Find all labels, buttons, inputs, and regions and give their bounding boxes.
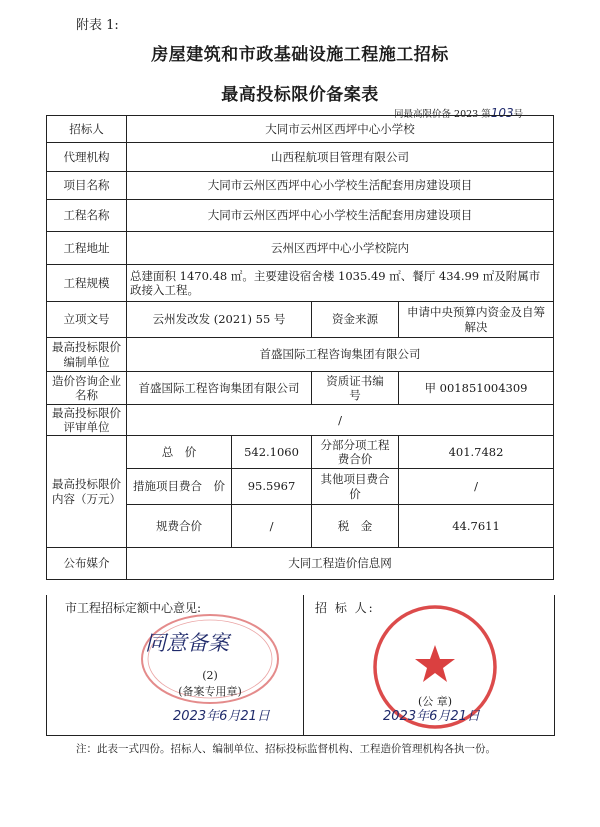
- compiler-value: 首盛国际工程咨询集团有限公司: [127, 338, 554, 372]
- table-row: [47, 232, 554, 265]
- measure-label: 措施项目费合 价: [127, 469, 232, 505]
- cert-label: 资质证书编 号: [312, 372, 399, 405]
- tax-value: 44.7611: [399, 505, 554, 548]
- center-opinion-label: 市工程招标定额中心意见:: [65, 601, 202, 615]
- table-row: [47, 116, 554, 143]
- document-title-line-2: 最高投标限价备案表: [221, 85, 379, 105]
- record-prefix: 同最高限价备 2023 第: [394, 109, 491, 120]
- content-label: 最高投标限价内容（万元）: [47, 436, 127, 548]
- engineering-name-value: 大同市云州区西坪中心小学校生活配套用房建设项目: [127, 200, 554, 232]
- fund-source-label: 资金来源: [312, 302, 399, 338]
- document-title-line-1: 房屋建筑和市政基础设施工程施工招标: [151, 45, 449, 65]
- approval-value: 云州发改发 (2021) 55 号: [127, 302, 312, 338]
- address-label: 工程地址: [47, 232, 127, 265]
- table-row: [47, 372, 554, 405]
- tenderer-label: 招标人: [47, 116, 127, 143]
- tenderer-date: 2023年6月21日: [383, 709, 480, 724]
- consult-value: 首盛国际工程咨询集团有限公司: [127, 372, 312, 405]
- table-row: [47, 548, 554, 580]
- media-value: 大同工程造价信息网: [127, 548, 554, 580]
- table-row: [47, 172, 554, 200]
- scale-value: 总建面积 1470.48 ㎡。主要建设宿舍楼 1035.49 ㎡、餐厅 434.99 ㎡及附属市政接入工程。: [127, 265, 554, 302]
- sub-label: 分部分项工程费合价: [312, 436, 399, 469]
- cert-value: 甲 001851004309: [399, 372, 554, 405]
- official-seal-caption: (公 章): [417, 695, 453, 708]
- filing-table: [46, 115, 554, 580]
- record-number-handwritten: 103: [490, 106, 514, 120]
- footer-note: 注：此表一式四份。招标人、编制单位、招标投标监督机构、工程造价管理机构各执一份。: [76, 743, 496, 755]
- tenderer-value: 大同市云州区西坪中心小学校: [127, 116, 554, 143]
- review-label: 最高投标限价评审单位: [47, 405, 127, 436]
- project-name-label: 项目名称: [47, 172, 127, 200]
- total-label: 总 价: [127, 436, 232, 469]
- fee-value: /: [232, 505, 312, 548]
- record-suffix: 号: [513, 109, 524, 120]
- approval-handwriting: 同意备案: [145, 631, 229, 655]
- other-value: /: [399, 469, 554, 505]
- review-value: /: [127, 405, 554, 436]
- table-row: [47, 338, 554, 372]
- measure-value: 95.5967: [232, 469, 312, 505]
- filing-stamp-caption: (备案专用章): [178, 685, 242, 698]
- filing-stamp-number: (2): [202, 669, 218, 682]
- signature-divider: [303, 595, 304, 735]
- approval-label: 立项文号: [47, 302, 127, 338]
- sub-value: 401.7482: [399, 436, 554, 469]
- other-label: 其他项目费合价: [312, 469, 399, 505]
- fee-label: 规费合价: [127, 505, 232, 548]
- project-name-value: 大同市云州区西坪中心小学校生活配套用房建设项目: [127, 172, 554, 200]
- compiler-label: 最高投标限价编制单位: [47, 338, 127, 372]
- filing-stamp: [135, 609, 285, 709]
- total-value: 542.1060: [232, 436, 312, 469]
- signature-area: [46, 595, 555, 736]
- table-row: [47, 265, 554, 302]
- consult-label: 造价咨询企业名称: [47, 372, 127, 405]
- table-row: [47, 405, 554, 436]
- filing-date: 2023年6月21日: [173, 709, 270, 724]
- official-seal-star-icon: [415, 645, 455, 682]
- table-row: [47, 436, 554, 469]
- address-value: 云州区西坪中心小学校院内: [127, 232, 554, 265]
- scale-label: 工程规模: [47, 265, 127, 302]
- agency-label: 代理机构: [47, 143, 127, 172]
- agency-value: 山西程航项目管理有限公司: [127, 143, 554, 172]
- tax-label: 税 金: [312, 505, 399, 548]
- table-row: [47, 200, 554, 232]
- tenderer-signature-label: 招 标 人:: [315, 601, 375, 615]
- annex-label: 附表 1:: [76, 18, 119, 33]
- fund-source-value: 申请中央预算内资金及自筹解决: [399, 302, 554, 338]
- engineering-name-label: 工程名称: [47, 200, 127, 232]
- table-row: [47, 302, 554, 338]
- media-label: 公布媒介: [47, 548, 127, 580]
- table-row: [47, 143, 554, 172]
